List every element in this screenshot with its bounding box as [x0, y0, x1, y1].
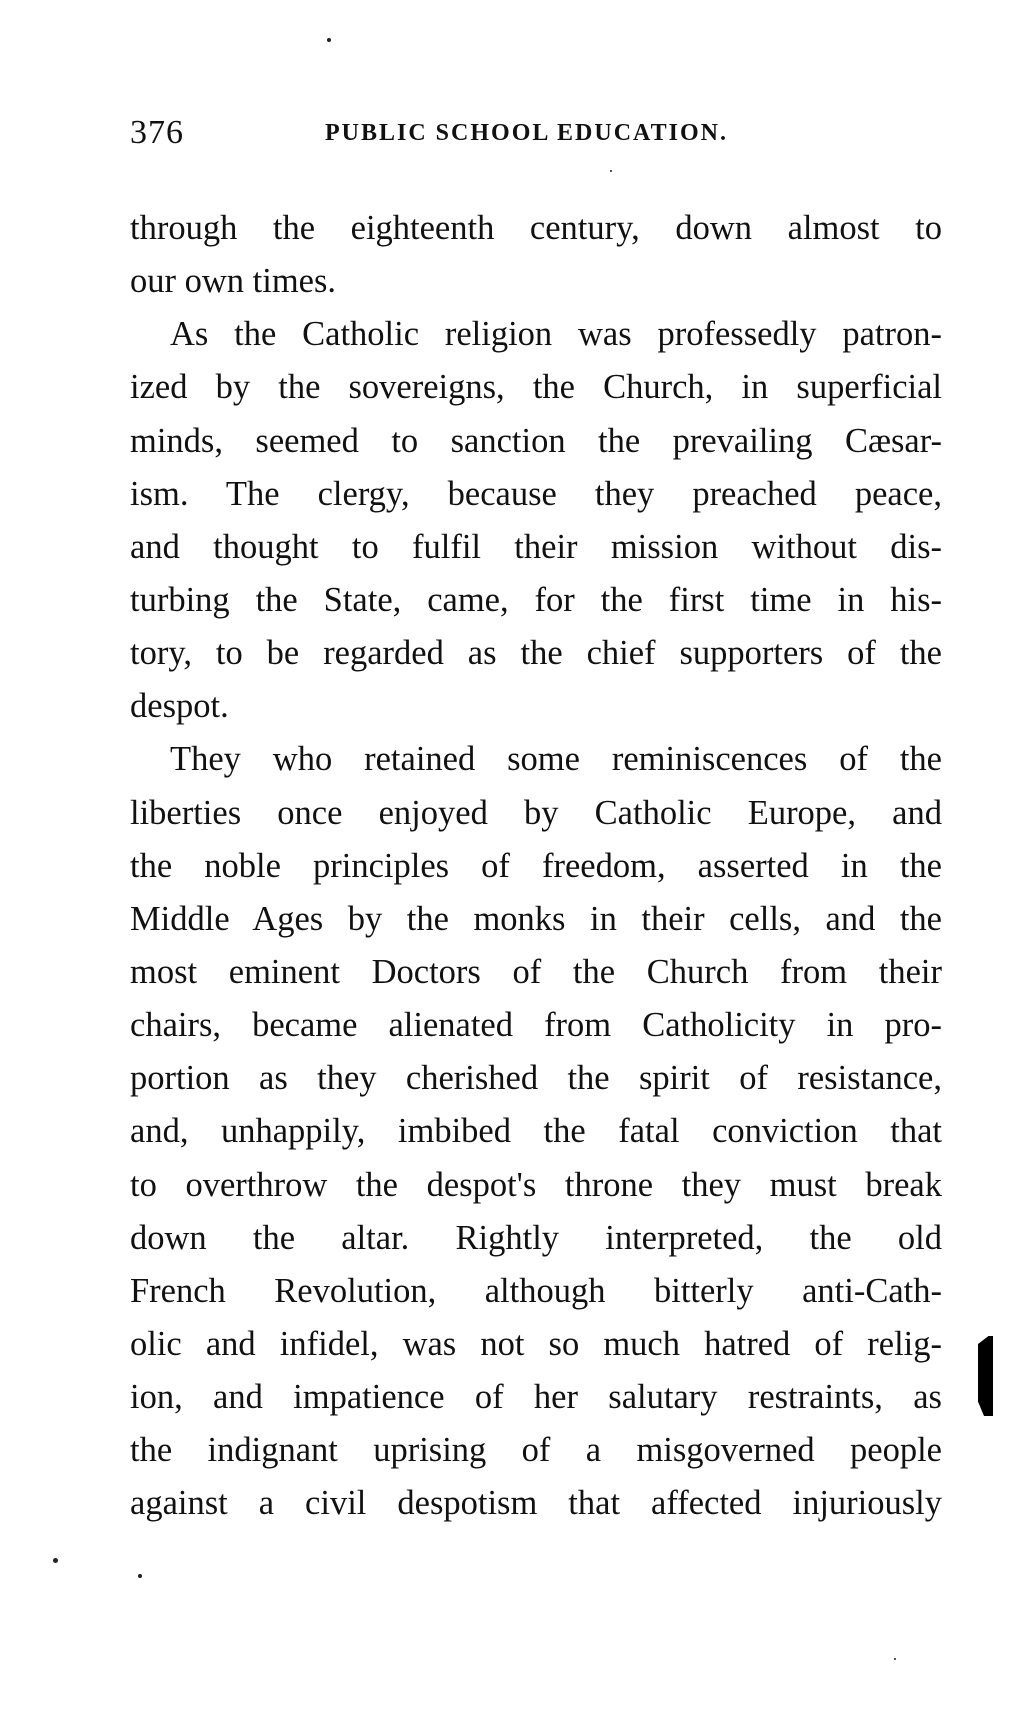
- text-line: chairs, became alienated from Catholicity in pro-: [130, 1006, 942, 1045]
- text-line: the noble principles of freedom, asserted in the: [130, 846, 942, 885]
- text-line: As the Catholic religion was professedly patron-: [170, 315, 942, 354]
- scan-speck: [610, 170, 612, 172]
- text-line: the indignant uprising of a misgoverned people: [130, 1431, 942, 1470]
- text-line: and thought to fulfil their mission without dis-: [130, 527, 942, 566]
- text-line: minds, seemed to sanction the prevailing Cæsar-: [130, 421, 942, 460]
- text-line: ism. The clergy, because they preached peace,: [130, 474, 942, 513]
- text-line: French Revolution, although bitterly anti-Cath-: [130, 1271, 942, 1310]
- text-line: They who retained some reminiscences of the: [170, 740, 942, 779]
- text-line: down the altar. Rightly interpreted, the old: [130, 1218, 942, 1257]
- text-line: tory, to be regarded as the chief supporters of the: [130, 634, 942, 673]
- scan-speck: [138, 1574, 142, 1578]
- text-line: ion, and impatience of her salutary restraints, as: [130, 1378, 942, 1417]
- text-line: olic and infidel, was not so much hatred of relig-: [130, 1324, 942, 1363]
- text-line: despot.: [130, 687, 229, 726]
- text-line: portion as they cherished the spirit of resistance,: [130, 1059, 942, 1098]
- scan-margin-mark: [978, 1336, 993, 1416]
- text-line: turbing the State, came, for the first time in his-: [130, 580, 942, 619]
- scan-speck: [894, 1658, 896, 1660]
- text-line: through the eighteenth century, down almost to: [130, 209, 942, 247]
- running-head: [130, 114, 950, 154]
- text-line: against a civil despotism that affected injuriously: [130, 1484, 942, 1523]
- scan-speck: [53, 1558, 58, 1563]
- text-line: liberties once enjoyed by Catholic Europe, and: [130, 793, 942, 832]
- text-line: Middle Ages by the monks in their cells, and the: [130, 899, 942, 938]
- text-line: our own times.: [130, 262, 337, 301]
- text-line: to overthrow the despot's throne they must break: [130, 1165, 942, 1204]
- running-title: PUBLIC SCHOOL EDUCATION.: [325, 120, 728, 146]
- text-line: and, unhappily, imbibed the fatal conviction that: [130, 1112, 942, 1151]
- body-text: [130, 202, 942, 1531]
- scan-speck: [327, 38, 331, 42]
- text-line: most eminent Doctors of the Church from their: [130, 952, 942, 991]
- text-line: ized by the sovereigns, the Church, in superficial: [130, 368, 942, 407]
- page-number: 376: [130, 114, 184, 151]
